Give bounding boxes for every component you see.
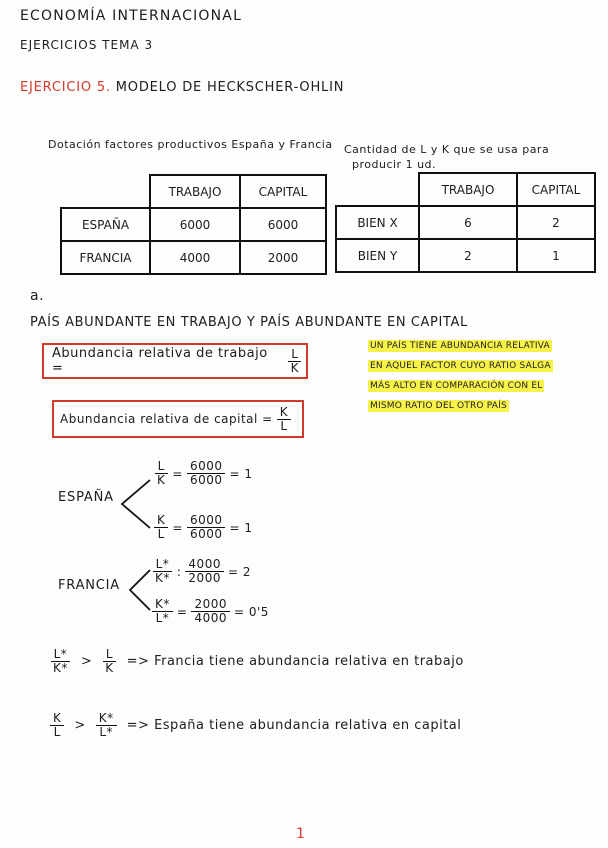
- ratio-result: = 1: [229, 520, 253, 535]
- table-cell: 2000: [240, 241, 326, 274]
- section-heading: PAÍS ABUNDANTE EN TRABAJO Y PAÍS ABUNDANTE EN CAPITAL: [30, 315, 468, 330]
- conclusion-spain: $\frac{K}{L}$ > $\frac{K*}{L*}$ => España tiene abundancia relativa en capital: [46, 712, 461, 739]
- fraction-numerator: K: [50, 712, 64, 726]
- requirement-note-line1: Cantidad de L y K que se usa para: [344, 143, 550, 156]
- fraction-numerator: K: [277, 406, 291, 420]
- table-row: [61, 241, 326, 274]
- table-row: [336, 206, 595, 239]
- fraction: [102, 648, 116, 675]
- table-cell: 6: [419, 206, 517, 239]
- fraction-denominator: 4000: [194, 611, 227, 625]
- table-cell: 6000: [150, 208, 240, 241]
- fraction-numerator: L*: [153, 558, 173, 572]
- highlighted-note: [368, 336, 600, 416]
- goods-requirement-table: [335, 172, 596, 273]
- table-cell: ESPAÑA: [61, 208, 150, 241]
- fraction: [187, 460, 226, 487]
- table-header-cell: TRABAJO: [150, 175, 240, 208]
- france-label: FRANCIA: [58, 578, 121, 593]
- fraction: [288, 348, 302, 375]
- table-row: [61, 175, 326, 208]
- endowment-table: [60, 174, 327, 275]
- table-cell: 4000: [150, 241, 240, 274]
- labor-abundance-definition: [42, 343, 308, 379]
- fraction-denominator: L: [280, 418, 288, 433]
- fraction-numerator: 6000: [187, 514, 226, 528]
- ratio-result: = 1: [229, 466, 253, 481]
- fraction: [96, 712, 117, 739]
- table-row: [336, 173, 595, 206]
- fraction-numerator: 6000: [187, 460, 226, 474]
- exercise-set-title: EJERCICIOS TEMA 3: [20, 38, 154, 52]
- fraction-denominator: L: [53, 725, 61, 739]
- france-ratio-labor: $\frac{L*}{K*}$ : $\frac{4000}{2000}$ = 2: [148, 558, 251, 585]
- fraction: [191, 598, 230, 625]
- table-cell: [336, 173, 419, 206]
- fraction: [152, 558, 173, 585]
- fraction: [277, 406, 291, 433]
- table-header-cell: TRABAJO: [419, 173, 517, 206]
- highlight-line: EN AQUEL FACTOR CUYO RATIO SALGA: [370, 361, 551, 371]
- fraction: [50, 712, 64, 739]
- requirement-note: [344, 142, 549, 172]
- fraction: [154, 460, 168, 487]
- course-title: ECONOMÍA INTERNACIONAL: [20, 8, 243, 24]
- table-cell: 6000: [240, 208, 326, 241]
- table-row: [61, 208, 326, 241]
- brace-path: [122, 480, 150, 528]
- fraction: [154, 514, 168, 541]
- capital-abundance-definition: [52, 400, 304, 438]
- table-cell: 2: [419, 239, 517, 272]
- france-ratio-capital: $\frac{K*}{L*}$ = $\frac{2000}{4000}$ = 0'5: [148, 598, 269, 625]
- table-row: [336, 239, 595, 272]
- spain-label: ESPAÑA: [58, 490, 114, 505]
- conclusion-text: => España tiene abundancia relativa en capital: [126, 718, 462, 733]
- table-cell: BIEN Y: [336, 239, 419, 272]
- conclusion-france: $\frac{L*}{K*}$ > $\frac{L}{K}$ => Francia tiene abundancia relativa en trabajo: [46, 648, 464, 675]
- fraction-denominator: K: [157, 473, 166, 487]
- fraction: [187, 514, 226, 541]
- page-number: 1: [296, 826, 306, 842]
- fraction-numerator: K: [154, 514, 168, 528]
- fraction-numerator: K*: [96, 712, 117, 726]
- table-cell: 1: [517, 239, 595, 272]
- highlight-line: MÁS ALTO EN COMPARACIÓN CON EL: [370, 381, 543, 391]
- endowment-note: Dotación factores productivos España y Francia: [48, 138, 333, 151]
- fraction-denominator: K: [290, 360, 299, 375]
- exercise-label: EJERCICIO 5.: [20, 80, 111, 95]
- fraction-denominator: L*: [155, 611, 170, 625]
- fraction-denominator: 6000: [189, 473, 223, 487]
- spain-brace: [118, 476, 152, 532]
- fraction-numerator: L*: [51, 648, 71, 662]
- table-header-cell: CAPITAL: [517, 173, 595, 206]
- exercise-heading: [20, 80, 344, 95]
- part-label: a.: [30, 288, 45, 304]
- definition-text: Abundancia relativa de trabajo =: [52, 346, 268, 376]
- fraction-numerator: K*: [152, 598, 173, 612]
- fraction-denominator: K: [105, 661, 114, 675]
- fraction-numerator: 4000: [185, 558, 224, 572]
- definition-text: Abundancia relativa de capital =: [60, 412, 273, 426]
- fraction-denominator: 6000: [189, 527, 223, 541]
- fraction-denominator: K*: [155, 571, 170, 585]
- fraction-denominator: K*: [53, 661, 68, 675]
- table-header-cell: CAPITAL: [240, 175, 326, 208]
- ratio-result: = 2: [227, 564, 251, 579]
- fraction: [152, 598, 173, 625]
- fraction-numerator: L: [103, 648, 116, 662]
- fraction-numerator: 2000: [191, 598, 230, 612]
- spain-ratio-capital: $\frac{K}{L}$ = $\frac{6000}{6000}$ = 1: [150, 514, 253, 541]
- conclusion-text: => Francia tiene abundancia relativa en trabajo: [126, 654, 464, 669]
- ratio-result: = 0'5: [233, 604, 269, 619]
- brace-path: [130, 570, 150, 610]
- fraction-denominator: 2000: [188, 571, 221, 585]
- table-cell: BIEN X: [336, 206, 419, 239]
- requirement-note-line2: producir 1 ud.: [352, 158, 437, 171]
- spain-ratio-labor: $\frac{L}{K}$ = $\frac{6000}{6000}$ = 1: [150, 460, 253, 487]
- exercise-title: MODELO DE HECKSCHER-OHLIN: [115, 80, 345, 95]
- fraction-denominator: L*: [99, 725, 114, 739]
- fraction-numerator: L: [155, 460, 168, 474]
- table-cell: 2: [517, 206, 595, 239]
- fraction-numerator: L: [288, 348, 301, 362]
- table-cell: FRANCIA: [61, 241, 150, 274]
- table-cell: [61, 175, 150, 208]
- fraction-denominator: L: [157, 527, 165, 541]
- highlight-line: UN PAÍS TIENE ABUNDANCIA RELATIVA: [370, 341, 550, 351]
- fraction: [50, 648, 71, 675]
- highlight-line: MISMO RATIO DEL OTRO PAÍS: [370, 401, 507, 411]
- fraction: [185, 558, 224, 585]
